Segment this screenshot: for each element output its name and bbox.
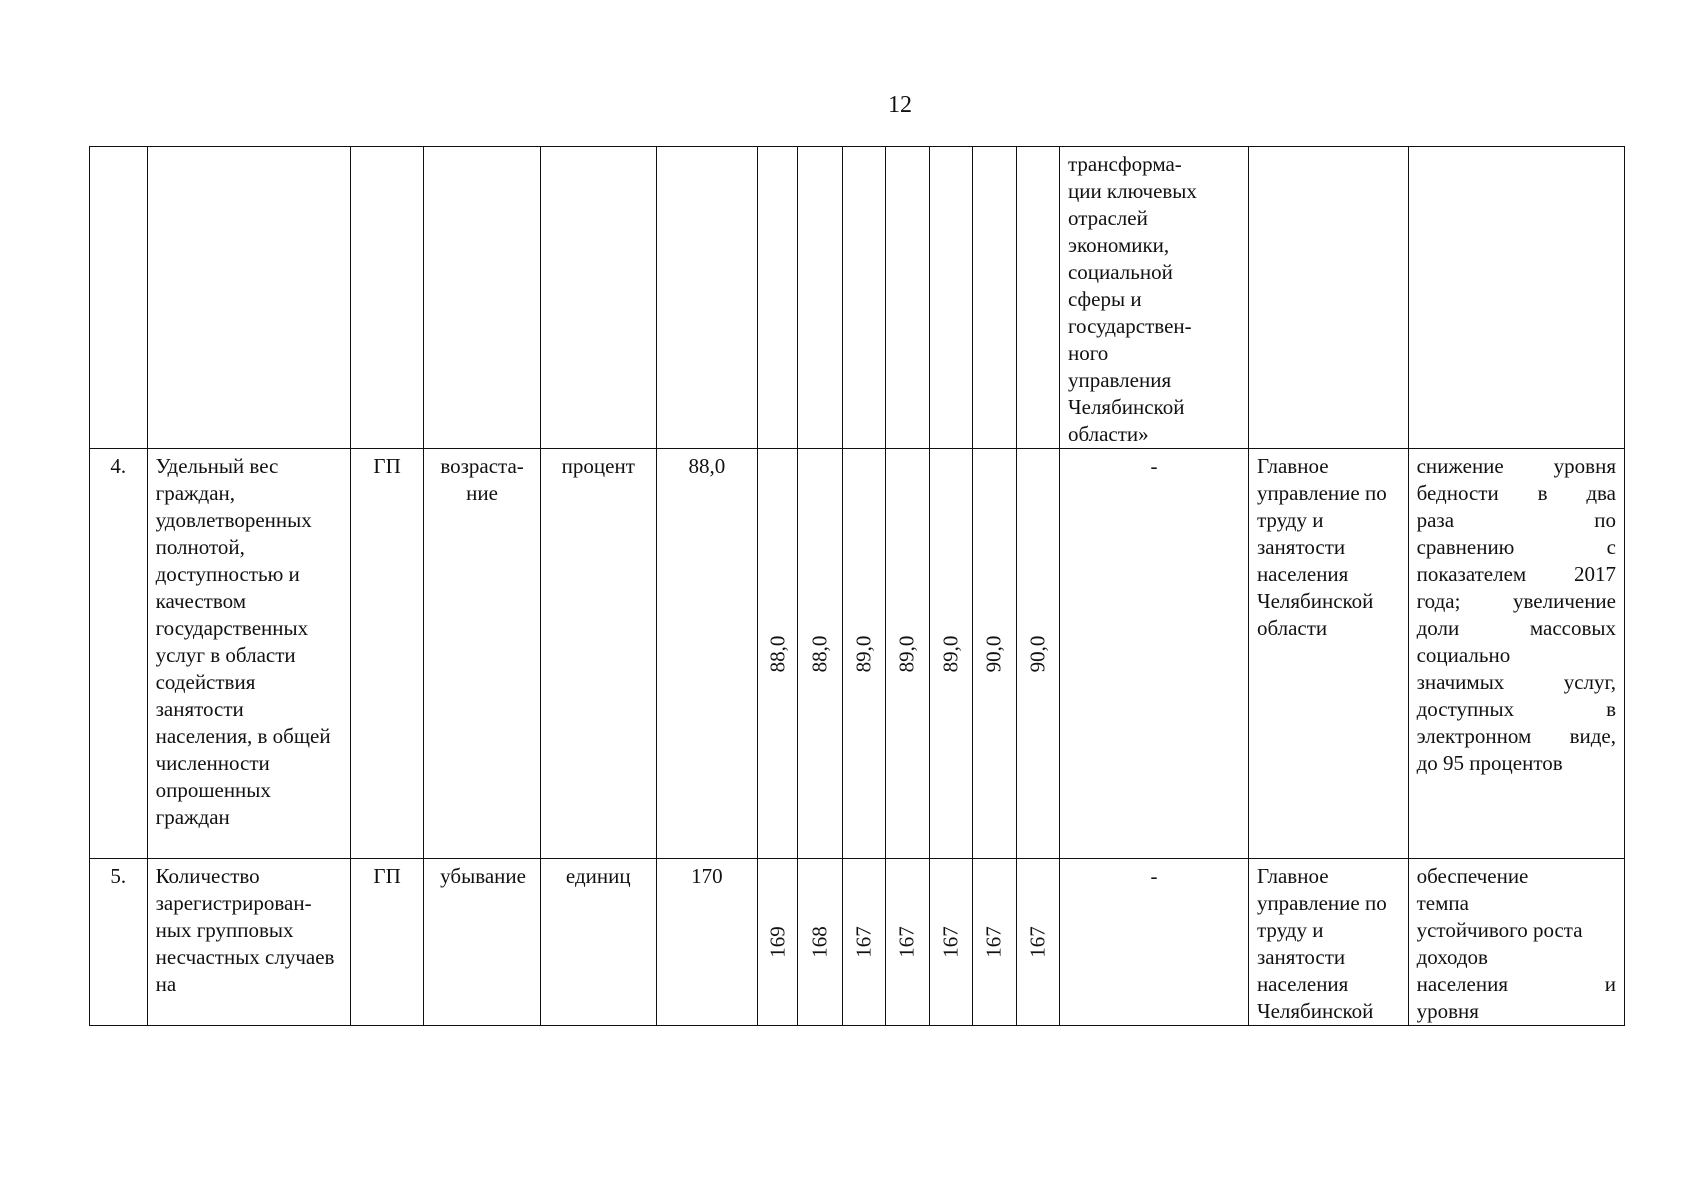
- cell-level: [350, 147, 424, 449]
- goal-line: уровня: [1416, 999, 1479, 1023]
- indicator-unit: единиц: [540, 859, 656, 1026]
- cell-value: [886, 147, 929, 449]
- year-value-cell: [842, 449, 885, 859]
- goal-line: раза по: [1416, 508, 1616, 532]
- goal-line: бедности в два: [1416, 481, 1616, 505]
- indicator-goal: [1408, 449, 1624, 859]
- goal-line: населения и: [1416, 972, 1616, 996]
- year-value-cell: [757, 859, 797, 1026]
- year-value: 167: [938, 926, 963, 958]
- year-value: 167: [894, 926, 919, 958]
- indicator-program: -: [1059, 449, 1248, 859]
- cell-value: [929, 147, 972, 449]
- indicator-unit: процент: [540, 449, 656, 859]
- cell-responsible: [1248, 147, 1408, 449]
- year-value-cell: [842, 859, 885, 1026]
- goal-line: до 95 процентов: [1416, 751, 1563, 775]
- year-value: 88,0: [807, 635, 832, 672]
- cell-name: [147, 147, 350, 449]
- year-value-cell: [929, 449, 972, 859]
- table-row: [90, 449, 1625, 859]
- goal-line: доли массовых: [1416, 616, 1616, 640]
- year-value-cell: [886, 449, 929, 859]
- cell-value: [757, 147, 797, 449]
- indicator-goal: [1408, 859, 1624, 1026]
- indicator-program: -: [1059, 859, 1248, 1026]
- year-value-cell: [1016, 859, 1059, 1026]
- page-number: 12: [888, 92, 912, 118]
- table-row: [90, 859, 1625, 1026]
- year-value: 169: [765, 926, 790, 958]
- goal-line: устойчивого роста: [1416, 918, 1583, 942]
- year-value: 90,0: [981, 635, 1006, 672]
- goal-line: социально: [1416, 643, 1511, 667]
- cell-goal: [1408, 147, 1624, 449]
- goal-line: значимых услуг,: [1416, 670, 1616, 694]
- goal-line: снижение уровня: [1416, 454, 1616, 478]
- cell-value: [973, 147, 1016, 449]
- goal-line: года; увеличение: [1416, 589, 1616, 613]
- year-value: 89,0: [894, 635, 919, 672]
- continuation-row: [90, 147, 1625, 449]
- goal-line: доступных в: [1416, 697, 1616, 721]
- year-value: 168: [807, 926, 832, 958]
- cell-value: [842, 147, 885, 449]
- year-value: 90,0: [1025, 635, 1050, 672]
- row-number: 5.: [90, 859, 148, 1026]
- indicator-trend: возраста- ние: [424, 449, 540, 859]
- cell-base: [656, 147, 757, 449]
- year-value: 167: [1025, 926, 1050, 958]
- indicator-responsible: Главное управление по труду и занятости населения Челябинской: [1248, 859, 1408, 1026]
- year-value-cell: [973, 449, 1016, 859]
- indicator-base-value: 170: [656, 859, 757, 1026]
- year-value: 89,0: [851, 635, 876, 672]
- goal-line: сравнению с: [1416, 535, 1616, 559]
- year-value-cell: [798, 859, 842, 1026]
- indicator-responsible: Главное управление по труду и занятости населения Челябинской области: [1248, 449, 1408, 859]
- goal-line: показателем 2017: [1416, 562, 1616, 586]
- year-value-cell: [973, 859, 1016, 1026]
- year-value-cell: [929, 859, 972, 1026]
- year-value-cell: [886, 859, 929, 1026]
- year-value-cell: [798, 449, 842, 859]
- indicator-name: Удельный вес граждан, удовлетворенных полнотой, доступностью и качеством государственных услуг в области содействия занятости населения, в общей численности опрошенных граждан: [147, 449, 350, 859]
- indicator-level: ГП: [350, 859, 424, 1026]
- indicator-trend: убывание: [424, 859, 540, 1026]
- cell-num: [90, 147, 148, 449]
- cell-trend: [424, 147, 540, 449]
- goal-line: электронном виде,: [1416, 724, 1616, 748]
- goal-line: доходов: [1416, 945, 1488, 969]
- indicator-level: ГП: [350, 449, 424, 859]
- cell-program: трансформа- ции ключевых отраслей экономики, социальной сферы и государствен- ного управления Челябинской области»: [1059, 147, 1248, 449]
- year-value: 167: [851, 926, 876, 958]
- year-value: 88,0: [765, 635, 790, 672]
- row-number: 4.: [90, 449, 148, 859]
- year-value-cell: [1016, 449, 1059, 859]
- indicator-base-value: 88,0: [656, 449, 757, 859]
- goal-line: обеспечение: [1416, 864, 1529, 888]
- indicators-table: [89, 146, 1625, 1026]
- indicator-name: Количество зарегистрирован- ных групповых несчастных случаев на: [147, 859, 350, 1026]
- cell-value: [798, 147, 842, 449]
- goal-line: темпа: [1416, 891, 1469, 915]
- year-value: 89,0: [938, 635, 963, 672]
- year-value-cell: [757, 449, 797, 859]
- cell-value: [1016, 147, 1059, 449]
- year-value: 167: [981, 926, 1006, 958]
- cell-unit: [540, 147, 656, 449]
